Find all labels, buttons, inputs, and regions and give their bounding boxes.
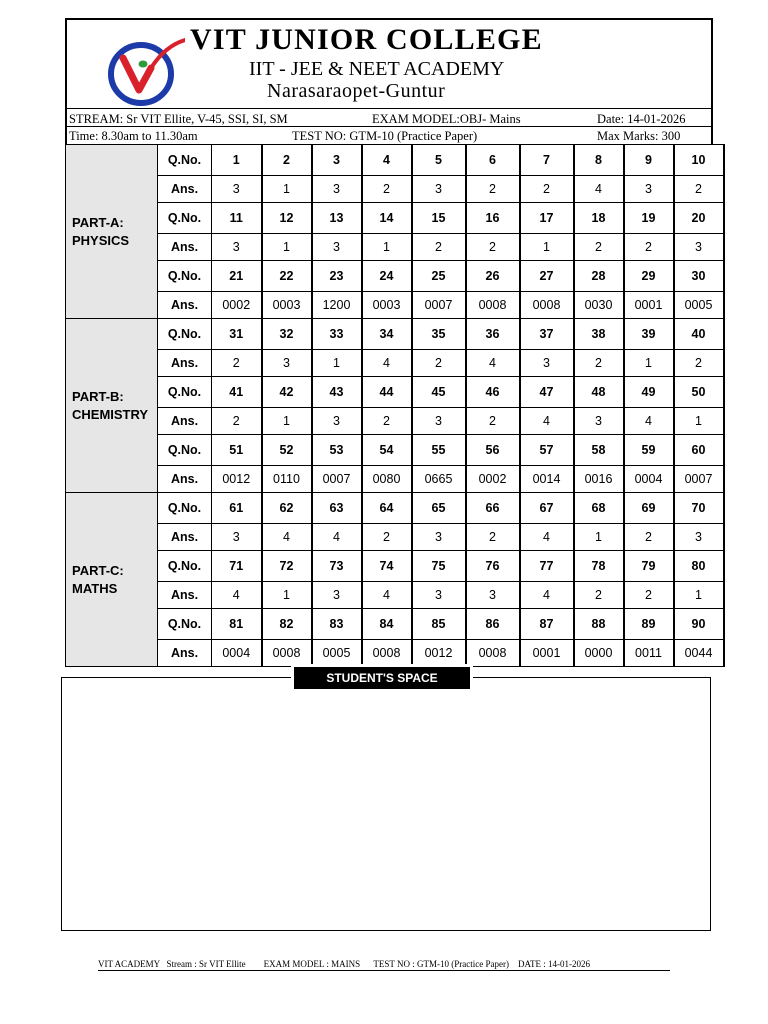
answer-cell: 0002 <box>212 292 262 319</box>
answer-cell: 1 <box>624 350 674 377</box>
answer-cell: 2 <box>212 408 262 435</box>
answer-row <box>66 234 724 261</box>
question-number-cell: 5 <box>412 145 466 176</box>
question-number-cell: 16 <box>466 203 520 234</box>
question-number-cell: 4 <box>362 145 412 176</box>
test-no-text: TEST NO: GTM-10 (Practice Paper) <box>292 129 478 143</box>
student-space-box <box>61 677 711 931</box>
answer-cell: 0005 <box>674 292 724 319</box>
question-number-cell: 89 <box>624 609 674 640</box>
question-number-cell: 77 <box>520 551 574 582</box>
answer-cell: 0008 <box>262 640 312 667</box>
answer-cell: 4 <box>362 350 412 377</box>
answer-cell: 3 <box>520 350 574 377</box>
answer-cell: 0016 <box>574 466 624 493</box>
question-number-cell: 67 <box>520 493 574 524</box>
question-number-cell: 64 <box>362 493 412 524</box>
question-number-cell: 11 <box>212 203 262 234</box>
question-number-cell: 63 <box>312 493 362 524</box>
max-marks-text: Max Marks: 300 <box>597 129 681 143</box>
question-number-cell: 53 <box>312 435 362 466</box>
answer-cell: 0110 <box>262 466 312 493</box>
question-number-cell: 65 <box>412 493 466 524</box>
question-number-cell: 18 <box>574 203 624 234</box>
question-number-cell: 7 <box>520 145 574 176</box>
answer-cell: 3 <box>312 234 362 261</box>
question-number-cell: 35 <box>412 319 466 350</box>
answer-cell: 3 <box>412 582 466 609</box>
question-number-cell: 39 <box>624 319 674 350</box>
qno-label: Q.No. <box>158 435 212 466</box>
answer-cell: 3 <box>674 524 724 551</box>
answer-cell: 1 <box>262 234 312 261</box>
question-number-row <box>66 435 724 466</box>
answer-cell: 1 <box>574 524 624 551</box>
answer-cell: 2 <box>362 524 412 551</box>
answer-cell: 2 <box>574 350 624 377</box>
question-number-cell: 51 <box>212 435 262 466</box>
answer-cell: 2 <box>574 582 624 609</box>
question-number-cell: 36 <box>466 319 520 350</box>
answer-cell: 4 <box>574 176 624 203</box>
question-number-row <box>66 319 724 350</box>
question-number-cell: 82 <box>262 609 312 640</box>
question-number-cell: 33 <box>312 319 362 350</box>
answer-cell: 1 <box>674 408 724 435</box>
time-text: Time: 8.30am to 11.30am <box>69 129 198 143</box>
answer-cell: 3 <box>574 408 624 435</box>
answer-cell: 4 <box>466 350 520 377</box>
question-number-cell: 74 <box>362 551 412 582</box>
answer-cell: 3 <box>466 582 520 609</box>
question-number-cell: 55 <box>412 435 466 466</box>
question-number-row <box>66 609 724 640</box>
answer-cell: 4 <box>520 524 574 551</box>
answer-cell: 0044 <box>674 640 724 667</box>
answer-cell: 2 <box>520 176 574 203</box>
answer-cell: 2 <box>466 176 520 203</box>
qno-label: Q.No. <box>158 261 212 292</box>
question-number-cell: 37 <box>520 319 574 350</box>
question-number-cell: 17 <box>520 203 574 234</box>
question-number-cell: 83 <box>312 609 362 640</box>
answer-cell: 0002 <box>466 466 520 493</box>
answer-cell: 0005 <box>312 640 362 667</box>
answer-cell: 3 <box>312 408 362 435</box>
question-number-cell: 44 <box>362 377 412 408</box>
answer-cell: 0665 <box>412 466 466 493</box>
answer-cell: 4 <box>312 524 362 551</box>
answer-cell: 0001 <box>624 292 674 319</box>
question-number-cell: 50 <box>674 377 724 408</box>
answer-row <box>66 176 724 203</box>
answer-cell: 0008 <box>520 292 574 319</box>
answer-cell: 1 <box>262 582 312 609</box>
answer-cell: 4 <box>212 582 262 609</box>
answer-cell: 2 <box>212 350 262 377</box>
question-number-cell: 10 <box>674 145 724 176</box>
ans-label: Ans. <box>158 640 212 667</box>
question-number-cell: 13 <box>312 203 362 234</box>
header-box <box>65 18 713 144</box>
answer-cell: 2 <box>624 582 674 609</box>
answer-cell: 2 <box>412 350 466 377</box>
question-number-cell: 25 <box>412 261 466 292</box>
question-number-cell: 52 <box>262 435 312 466</box>
question-number-row <box>66 145 724 176</box>
question-number-cell: 78 <box>574 551 624 582</box>
answer-cell: 3 <box>412 408 466 435</box>
question-number-cell: 49 <box>624 377 674 408</box>
ans-label: Ans. <box>158 524 212 551</box>
answer-cell: 3 <box>212 234 262 261</box>
question-number-cell: 59 <box>624 435 674 466</box>
answer-cell: 2 <box>674 350 724 377</box>
exam-model-text: EXAM MODEL:OBJ- Mains <box>372 112 521 126</box>
question-number-cell: 8 <box>574 145 624 176</box>
qno-label: Q.No. <box>158 609 212 640</box>
question-number-cell: 70 <box>674 493 724 524</box>
answer-cell: 3 <box>624 176 674 203</box>
question-number-cell: 48 <box>574 377 624 408</box>
question-number-cell: 90 <box>674 609 724 640</box>
question-number-cell: 42 <box>262 377 312 408</box>
question-number-cell: 14 <box>362 203 412 234</box>
academy-name: IIT - JEE & NEET ACADEMY <box>249 58 505 80</box>
answer-row <box>66 582 724 609</box>
question-number-cell: 22 <box>262 261 312 292</box>
answer-cell: 0012 <box>212 466 262 493</box>
question-number-cell: 71 <box>212 551 262 582</box>
answer-cell: 4 <box>262 524 312 551</box>
question-number-cell: 26 <box>466 261 520 292</box>
question-number-cell: 72 <box>262 551 312 582</box>
answer-cell: 3 <box>212 176 262 203</box>
ans-label: Ans. <box>158 582 212 609</box>
answer-cell: 3 <box>312 176 362 203</box>
question-number-cell: 62 <box>262 493 312 524</box>
answer-cell: 2 <box>466 234 520 261</box>
answer-cell: 0004 <box>624 466 674 493</box>
answer-cell: 1 <box>262 408 312 435</box>
question-number-cell: 45 <box>412 377 466 408</box>
answer-cell: 2 <box>362 408 412 435</box>
answer-row <box>66 292 724 319</box>
answer-cell: 0004 <box>212 640 262 667</box>
question-number-cell: 60 <box>674 435 724 466</box>
answer-cell: 2 <box>674 176 724 203</box>
college-logo-icon <box>107 34 185 106</box>
answer-cell: 1 <box>362 234 412 261</box>
stream-text: STREAM: Sr VIT Ellite, V-45, SSI, SI, SM <box>69 112 288 126</box>
answer-cell: 0008 <box>466 640 520 667</box>
question-number-cell: 76 <box>466 551 520 582</box>
answer-cell: 3 <box>412 176 466 203</box>
question-number-row <box>66 493 724 524</box>
question-number-cell: 57 <box>520 435 574 466</box>
question-number-row <box>66 551 724 582</box>
answer-cell: 0008 <box>362 640 412 667</box>
qno-label: Q.No. <box>158 319 212 350</box>
answer-row <box>66 524 724 551</box>
question-number-cell: 86 <box>466 609 520 640</box>
question-number-cell: 61 <box>212 493 262 524</box>
answer-cell: 0003 <box>262 292 312 319</box>
answer-row <box>66 640 724 667</box>
question-number-cell: 47 <box>520 377 574 408</box>
answer-cell: 2 <box>624 524 674 551</box>
question-number-cell: 24 <box>362 261 412 292</box>
question-number-cell: 27 <box>520 261 574 292</box>
question-number-cell: 80 <box>674 551 724 582</box>
answer-cell: 0011 <box>624 640 674 667</box>
question-number-cell: 30 <box>674 261 724 292</box>
ans-label: Ans. <box>158 234 212 261</box>
answer-cell: 0008 <box>466 292 520 319</box>
qno-label: Q.No. <box>158 493 212 524</box>
date-text: Date: 14-01-2026 <box>597 112 686 126</box>
question-number-cell: 21 <box>212 261 262 292</box>
answer-cell: 1 <box>674 582 724 609</box>
question-number-row <box>66 377 724 408</box>
answer-cell: 2 <box>412 234 466 261</box>
ans-label: Ans. <box>158 408 212 435</box>
answer-cell: 0007 <box>674 466 724 493</box>
ans-label: Ans. <box>158 466 212 493</box>
question-number-cell: 20 <box>674 203 724 234</box>
question-number-cell: 41 <box>212 377 262 408</box>
ans-label: Ans. <box>158 292 212 319</box>
answer-cell: 0014 <box>520 466 574 493</box>
question-number-cell: 66 <box>466 493 520 524</box>
question-number-cell: 1 <box>212 145 262 176</box>
question-number-cell: 54 <box>362 435 412 466</box>
question-number-cell: 40 <box>674 319 724 350</box>
question-number-cell: 3 <box>312 145 362 176</box>
question-number-cell: 69 <box>624 493 674 524</box>
answer-row <box>66 466 724 493</box>
header-divider <box>67 108 711 109</box>
answer-cell: 2 <box>466 408 520 435</box>
question-number-cell: 85 <box>412 609 466 640</box>
question-number-cell: 46 <box>466 377 520 408</box>
answer-cell: 2 <box>362 176 412 203</box>
answer-cell: 0030 <box>574 292 624 319</box>
answer-cell: 3 <box>312 582 362 609</box>
question-number-cell: 73 <box>312 551 362 582</box>
answer-cell: 1 <box>520 234 574 261</box>
question-number-cell: 19 <box>624 203 674 234</box>
question-number-cell: 38 <box>574 319 624 350</box>
answer-key-table <box>65 144 725 667</box>
answer-cell: 4 <box>624 408 674 435</box>
answer-cell: 3 <box>674 234 724 261</box>
answer-cell: 4 <box>520 582 574 609</box>
footer-text: VIT ACADEMY Stream : Sr VIT Ellite EXAM MODEL : MAINS TEST NO : GTM-10 (Practice Paper) DATE : 14-01-2026 <box>98 958 670 971</box>
answer-cell: 0080 <box>362 466 412 493</box>
city-name: Narasaraopet-Guntur <box>267 80 446 102</box>
question-number-cell: 28 <box>574 261 624 292</box>
answer-cell: 1 <box>312 350 362 377</box>
answer-cell: 0000 <box>574 640 624 667</box>
question-number-cell: 75 <box>412 551 466 582</box>
answer-cell: 2 <box>466 524 520 551</box>
answer-cell: 0007 <box>312 466 362 493</box>
answer-cell: 1 <box>262 176 312 203</box>
part-title: PART-B: CHEMISTRY <box>66 319 158 493</box>
question-number-cell: 31 <box>212 319 262 350</box>
answer-cell: 0003 <box>362 292 412 319</box>
question-number-cell: 84 <box>362 609 412 640</box>
qno-label: Q.No. <box>158 145 212 176</box>
answer-cell: 2 <box>624 234 674 261</box>
question-number-cell: 2 <box>262 145 312 176</box>
question-number-row <box>66 261 724 292</box>
question-number-cell: 43 <box>312 377 362 408</box>
question-number-cell: 81 <box>212 609 262 640</box>
answer-cell: 3 <box>412 524 466 551</box>
question-number-cell: 87 <box>520 609 574 640</box>
qno-label: Q.No. <box>158 551 212 582</box>
answer-cell: 3 <box>212 524 262 551</box>
header-divider <box>67 126 711 127</box>
college-name: VIT JUNIOR COLLEGE <box>190 23 543 56</box>
answer-cell: 1200 <box>312 292 362 319</box>
question-number-cell: 9 <box>624 145 674 176</box>
answer-row <box>66 350 724 377</box>
ans-label: Ans. <box>158 176 212 203</box>
question-number-cell: 6 <box>466 145 520 176</box>
answer-cell: 4 <box>362 582 412 609</box>
question-number-cell: 29 <box>624 261 674 292</box>
student-space-label: STUDENT'S SPACE <box>294 667 470 689</box>
answer-cell: 4 <box>520 408 574 435</box>
question-number-cell: 23 <box>312 261 362 292</box>
question-number-cell: 68 <box>574 493 624 524</box>
answer-cell: 0012 <box>412 640 466 667</box>
question-number-cell: 56 <box>466 435 520 466</box>
question-number-cell: 32 <box>262 319 312 350</box>
qno-label: Q.No. <box>158 377 212 408</box>
part-title: PART-A: PHYSICS <box>66 145 158 319</box>
question-number-cell: 34 <box>362 319 412 350</box>
question-number-cell: 12 <box>262 203 312 234</box>
answer-cell: 3 <box>262 350 312 377</box>
answer-cell: 0001 <box>520 640 574 667</box>
question-number-cell: 88 <box>574 609 624 640</box>
part-title: PART-C: MATHS <box>66 493 158 667</box>
ans-label: Ans. <box>158 350 212 377</box>
question-number-cell: 15 <box>412 203 466 234</box>
answer-cell: 2 <box>574 234 624 261</box>
question-number-cell: 79 <box>624 551 674 582</box>
question-number-cell: 58 <box>574 435 624 466</box>
qno-label: Q.No. <box>158 203 212 234</box>
answer-row <box>66 408 724 435</box>
answer-cell: 0007 <box>412 292 466 319</box>
question-number-row <box>66 203 724 234</box>
